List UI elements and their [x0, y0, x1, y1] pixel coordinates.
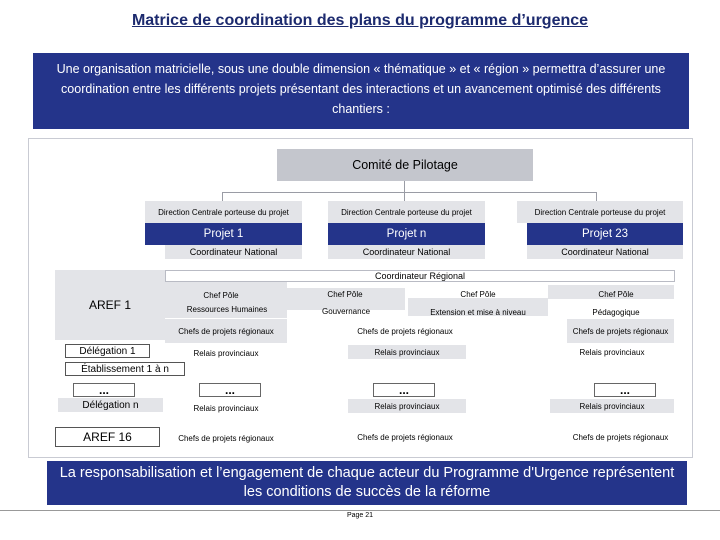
pole-chef-label: Chef Pôle — [598, 289, 634, 299]
relais-provinciaux-box: Relais provinciaux — [193, 403, 259, 413]
relais-provinciaux-box: Relais provinciaux — [348, 399, 466, 413]
connector-horizontal — [222, 192, 596, 193]
intro-banner: Une organisation matricielle, sous une double dimension « thématique » et « région » permettra d’assurer une coordination entre les différents projets présentant des interactions et un avancement optimisé des différents chantiers : — [33, 53, 689, 129]
coordinator-regional: Coordinateur Régional — [165, 270, 675, 282]
ellipsis-box: ... — [373, 383, 435, 397]
project-box: Projet 1 — [145, 223, 302, 245]
pole-chef-label: Chef Pôle — [327, 289, 363, 299]
coordinator-national: Coordinateur National — [328, 245, 485, 259]
project-box: Projet n — [328, 223, 485, 245]
etablissement-box: Établissement 1 à n — [65, 362, 185, 376]
relais-provinciaux-box: Relais provinciaux — [193, 348, 259, 358]
relais-provinciaux-box: Relais provinciaux — [579, 347, 645, 357]
pole-chef-label: Chef Pôle — [203, 290, 239, 300]
project-box: Projet 23 — [527, 223, 683, 245]
comite-pilotage-box: Comité de Pilotage — [277, 149, 533, 181]
relais-provinciaux-box: Relais provinciaux — [348, 345, 466, 359]
pole-theme-label: Ressources Humaines — [186, 304, 268, 314]
chefs-projets-box: Chefs de projets régionaux — [357, 432, 453, 442]
delegation-1-box: Délégation 1 — [65, 344, 150, 358]
direction-box: Direction Centrale porteuse du projet — [145, 201, 302, 223]
chefs-projets-box: Chefs de projets régionaux — [572, 432, 669, 442]
pole-theme-label: Pédagogique — [592, 307, 640, 317]
aref-1-box: AREF 1 — [55, 270, 165, 340]
coordinator-national: Coordinateur National — [165, 245, 302, 259]
ellipsis-box: ... — [73, 383, 135, 397]
direction-box: Direction Centrale porteuse du projet — [517, 201, 683, 223]
delegation-n-box: Délégation n — [58, 398, 163, 412]
chefs-projets-box: Chefs de projets régionaux — [178, 433, 274, 443]
aref-16-box: AREF 16 — [55, 427, 160, 447]
page-number: Page 21 — [346, 512, 374, 519]
pole-theme-label: Extension et mise à niveau — [430, 307, 526, 317]
direction-box: Direction Centrale porteuse du projet — [328, 201, 485, 223]
coordinator-national: Coordinateur National — [527, 245, 683, 259]
chefs-projets-box: Chefs de projets régionaux — [567, 319, 674, 343]
chefs-projets-box: Chefs de projets régionaux — [165, 319, 287, 343]
conclusion-banner: La responsabilisation et l’engagement de chaque acteur du Programme d'Urgence représentent les conditions de succès de la réforme — [47, 461, 687, 505]
pole-theme-label: Gouvernance — [321, 306, 371, 316]
relais-provinciaux-box: Relais provinciaux — [550, 399, 674, 413]
footer-divider — [0, 510, 720, 511]
pole-chef-label: Chef Pôle — [460, 289, 496, 299]
chefs-projets-box: Chefs de projets régionaux — [357, 326, 453, 336]
ellipsis-box: ... — [594, 383, 656, 397]
ellipsis-box: ... — [199, 383, 261, 397]
page-title: Matrice de coordination des plans du programme d’urgence — [131, 12, 589, 29]
